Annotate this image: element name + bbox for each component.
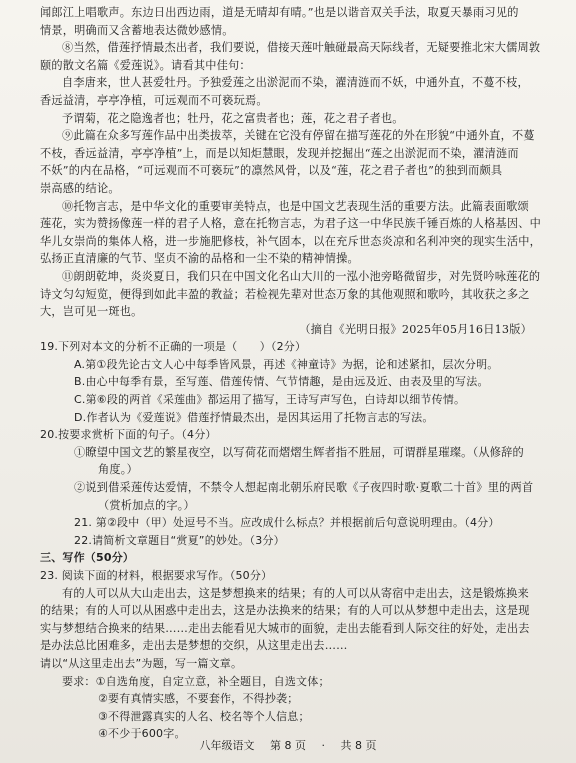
- text-line: 不枝，香远益清，亭亭净植”上，而是以知炬慧眼，发现并挖掘出“莲之出淤泥而不染，濯清涟而: [40, 146, 519, 160]
- text-line: 大，岂可见一斑也。: [40, 305, 143, 319]
- text-line: 华儿女崇尚的集体人格，进一步施肥修枝，补气固本，以在充斥世态炎凉和名利冲突的现实生活中，: [40, 234, 542, 248]
- text-line: C.第⑥段的两首《采莲曲》都运用了描写，王诗写声写色，白诗却以细节传情。: [74, 393, 466, 407]
- footer-separator: ·: [321, 739, 325, 752]
- text-line: 要求：①自选角度，自定立意，补全题目，自选文体；: [62, 674, 330, 688]
- text-line: 莲花，实为赞扬像莲一样的君子人格，意在托物言志，为君子这一中华民族千锤百炼的人格基因、中: [40, 217, 542, 231]
- text-line: ④不少于600字。: [98, 727, 186, 741]
- text-line: A.第①段先论古文人心中每季皆风景，再述《神童诗》为据，论和述紧扣，层次分明。: [74, 357, 499, 371]
- text-line: B.由心中每季有景，至写莲、借莲传情、气节情趣，是由远及近、由表及里的写法。: [74, 375, 489, 389]
- text-line: ①瞭望中国文艺的繁星夜空，以写荷花而熠熠生辉者指不胜屈，可谓群星璀璨。（从修辞的: [74, 445, 524, 459]
- text-line: ⑨此篇在众多写莲作品中出类拔萃，关键在它没有停留在描写莲花的外在形貌“中通外直，不蔓: [62, 129, 535, 143]
- text-line: ⑪朗朗乾坤，炎炎夏日，我们只在中国文化名山大川的一泓小池旁略微留步，对先贤吟咏莲花的: [62, 269, 541, 283]
- footer-subject: 八年级语文: [199, 739, 255, 752]
- text-line: 三、写作（50分）: [40, 551, 135, 565]
- text-line: 予谓菊，花之隐逸者也；牡丹，花之富贵者也；莲，花之君子者也。: [62, 111, 404, 125]
- text-line: 自李唐来，世人甚爱牡丹。予独爱莲之出淤泥而不染，濯清涟而不妖，中通外直，不蔓不枝，: [62, 76, 529, 90]
- text-line: 请以“从这里走出去”为题，写一篇文章。: [40, 656, 243, 670]
- text-line: （赏析加点的字。）: [98, 498, 195, 512]
- text-line: ②要有真情实感，不要套作，不得抄袭；: [98, 692, 299, 706]
- text-line: 是办法总比困难多，走出去是梦想的交织，从这里走出去……: [40, 639, 348, 653]
- text-line: 闻郎江上唱歌声。东边日出西边雨，道是无晴却有晴。”也是以谐音双关手法，取夏天暴雨习见的: [40, 6, 519, 19]
- text-line: 23. 阅读下面的材料，根据要求写作。（50分）: [40, 569, 273, 582]
- text-line: 20.按要求赏析下面的句子。（4分）: [40, 428, 217, 442]
- text-line: 的结果；有的人可以从困惑中走出去，这是办法换来的结果；有的人可以从梦想中走出去，这是现: [40, 604, 530, 618]
- footer-total-pages: 共 8 页: [340, 739, 377, 752]
- text-line: 颐的散文名篇《爱莲说》。请看其中佳句：: [40, 58, 251, 72]
- text-line: 诗文匀勾短览，便得到如此丰盈的教益；若检视先辈对世态万象的其他观照和歌吟，其收获之多之: [40, 287, 530, 301]
- text-line: ②说到借采莲传达爱情，不禁令人想起南北朝乐府民歌《子夜四时歌·夏歌二十首》里的两首: [74, 481, 534, 495]
- text-line: 情景，明确而又含蓄地表达微妙感情。: [40, 23, 234, 37]
- text-line: ⑧当然，借莲抒情最杰出者，我们要说，借接天莲叶触碰最高天际线者，无疑要推北宋大儒周敦: [62, 41, 541, 55]
- footer-page-number: 第 8 页: [270, 739, 306, 752]
- text-line: ⑩托物言志，是中华文化的重要审美特点，也是中国文艺表现生活的重要方法。此篇表面歌颂: [62, 199, 529, 213]
- text-line: 不妖”的内在品格，“可远观而不可亵玩”的凛然风骨，以及“莲，花之君子者也”的独到而颇具: [40, 164, 503, 178]
- text-line: 崇高感的结论。: [40, 181, 120, 195]
- text-line: 角度。）: [98, 463, 138, 477]
- text-line: 香远益清，亭亭净植，可远观而不可亵玩焉。: [40, 93, 268, 107]
- text-line: 有的人可以从大山走出去，这是梦想换来的结果；有的人可以从寄宿中走出去，这是锻炼换来: [62, 586, 529, 600]
- text-line: 弘扬正直清廉的气节、坚贞不渝的品格和一尘不染的精神情操。: [40, 252, 359, 266]
- text-line: ③不得泄露真实的人名、校名等个人信息；: [98, 709, 310, 723]
- text-line: D.作者认为《爱莲说》借莲抒情最杰出，是因其运用了托物言志的写法。: [74, 410, 434, 424]
- text-line: 22.请简析文章题目“赏夏”的妙处。（3分）: [74, 533, 285, 547]
- text-line: 实与梦想结合换来的结果……走出去能看见大城市的面貌，走出去能看到人际交往的好处，走出去: [40, 621, 530, 635]
- page-footer: [0, 737, 576, 753]
- text-line: 19.下列对本文的分析不正确的一项是（ ）（2分）: [40, 340, 307, 354]
- text-body: [40, 4, 542, 743]
- text-line: 21. 第②段中（甲）处逗号不当。应改成什么标点？并根据前后句意说明理由。（4分）: [74, 516, 500, 530]
- text-line: （摘自《光明日报》2025年05月16日13版）: [299, 322, 532, 336]
